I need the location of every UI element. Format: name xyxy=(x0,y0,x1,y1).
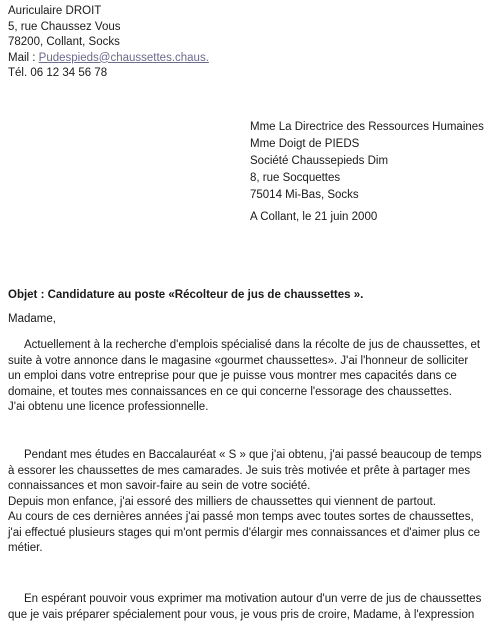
paragraph-line: domaine, et toutes mes connaissances en ce qui concerne l'essorage des chaussettes. xyxy=(8,385,452,398)
sender-street: 5, rue Chaussez Vous xyxy=(8,20,121,33)
letter-subject: Objet : Candidature au poste «Récolteur de jus de chaussettes ». xyxy=(8,289,364,301)
sender-mail-line xyxy=(8,51,209,67)
paragraph-3 xyxy=(8,592,492,623)
paragraph-line: Au cours de ces dernières années j'ai passé mon temps avec toutes sortes de chaussettes, xyxy=(8,511,474,523)
paragraph-line: Pendant mes études en Baccalauréat « S » que j'ai obtenu, j'ai passé beaucoup de temps xyxy=(24,449,482,461)
recipient-block xyxy=(250,119,484,204)
recipient-line: Mme La Directrice des Ressources Humaines xyxy=(250,121,484,133)
sender-name: Auriculaire DROIT xyxy=(8,5,102,17)
paragraph-1 xyxy=(8,338,492,416)
paragraph-line: connaissances et mon savoir-faire au sein de votre société. xyxy=(8,480,311,492)
paragraph-line: En espérant pouvoir vous exprimer ma motivation autour d'un verre de jus de chaussettes xyxy=(24,593,482,605)
sender-block xyxy=(8,4,209,82)
paragraph-line: métier. xyxy=(8,542,43,554)
paragraph-line: suite à votre annonce dans le magasine «gourmet chaussettes». J'ai l'honneur de solliciter xyxy=(8,354,469,367)
sender-mail-link[interactable]: Pudespieds@chaussettes.chaus. xyxy=(38,51,209,64)
paragraph-line: à essorer les chaussettes de mes camarades. Je suis très motivée et prête à partager mes xyxy=(8,464,471,477)
paragraph-line: J'ai obtenu une licence professionnelle. xyxy=(8,401,209,413)
recipient-line: 75014 Mi-Bas, Socks xyxy=(250,189,359,201)
paragraph-2 xyxy=(8,448,492,557)
paragraph-line: j'ai effectué plusieurs stages qui m'ont permis d'élargir mes connaissances et d'aimer plus ce xyxy=(8,526,480,539)
letter-date: A Collant, le 21 juin 2000 xyxy=(250,211,378,223)
recipient-line: 8, rue Socquettes xyxy=(250,172,341,184)
recipient-line: Mme Doigt de PIEDS xyxy=(250,138,360,150)
sender-phone: Tél. 06 12 34 56 78 xyxy=(8,67,108,79)
sender-mail-label: Mail : xyxy=(8,51,39,64)
paragraph-line: Depuis mon enfance, j'ai essoré des milliers de chaussettes qui viennent de partout. xyxy=(8,495,436,508)
paragraph-line: un emploi dans votre entreprise pour que je puisse vous montrer mes capacités dans ce xyxy=(8,370,457,382)
recipient-line: Société Chaussepieds Dim xyxy=(250,155,389,167)
paragraph-line: Actuellement à la recherche d'emplois spécialisé dans la récolte de jus de chaussettes, et xyxy=(24,339,481,351)
paragraph-line: que je vais préparer spécialement pour vous, je vous pris de croire, Madame, à l'expression xyxy=(8,608,475,621)
salutation: Madame, xyxy=(8,313,56,325)
sender-city: 78200, Collant, Socks xyxy=(8,36,120,48)
